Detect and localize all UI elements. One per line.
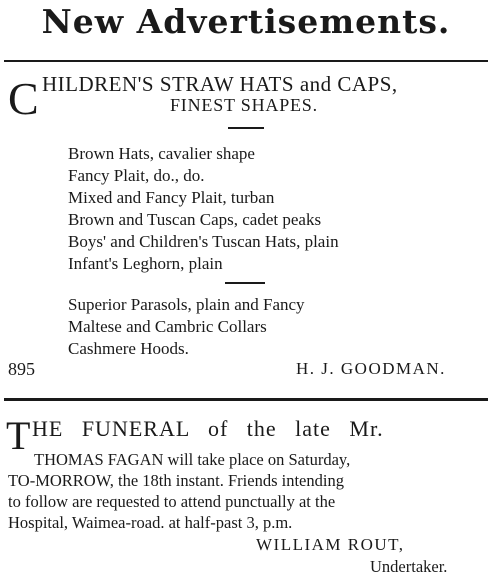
list-item: Maltese and Cambric Collars <box>68 317 267 336</box>
list-item: Brown and Tuscan Caps, cadet peaks <box>68 210 322 229</box>
list-item: Fancy Plait, do., do. <box>68 166 205 185</box>
ad1-signature: H. J. GOODMAN. <box>296 359 446 378</box>
ad2-dropcap: T <box>6 413 31 458</box>
ad2-line: THOMAS FAGAN will take place on Saturday, <box>34 450 351 469</box>
ad2-line: TO-MORROW, the 18th instant. Friends intending <box>8 471 344 490</box>
list-item: Boys' and Children's Tuscan Hats, plain <box>68 232 339 251</box>
header-rule <box>4 60 488 62</box>
ad1-number: 895 <box>8 359 35 379</box>
list-item: Superior Parasols, plain and Fancy <box>68 295 305 314</box>
list-item: Cashmere Hoods. <box>68 339 189 358</box>
ad1-headline: HILDREN'S STRAW HATS and CAPS, <box>42 72 398 96</box>
ad2-line: to follow are requested to attend punctually at the <box>8 492 336 511</box>
page-title: New Advertisements. <box>41 2 451 41</box>
ad2-first-line: HE FUNERAL of the late Mr. <box>32 416 384 441</box>
ad2-line: Hospital, Waimea-road. at half-past 3, p.m. <box>8 513 293 532</box>
list-item: Mixed and Fancy Plait, turban <box>68 188 275 207</box>
list-item: Brown Hats, cavalier shape <box>68 144 255 163</box>
ad1-mid-rule <box>225 282 265 284</box>
list-item: Infant's Leghorn, plain <box>68 254 223 273</box>
ad1-dropcap: C <box>8 73 39 124</box>
section-divider <box>4 398 488 401</box>
ad1-short-rule <box>228 127 264 129</box>
ad1-subheadline: FINEST SHAPES. <box>170 95 318 115</box>
ad2-signature-title: Undertaker. <box>370 557 448 576</box>
ad2-signature-name: WILLIAM ROUT, <box>256 535 405 554</box>
